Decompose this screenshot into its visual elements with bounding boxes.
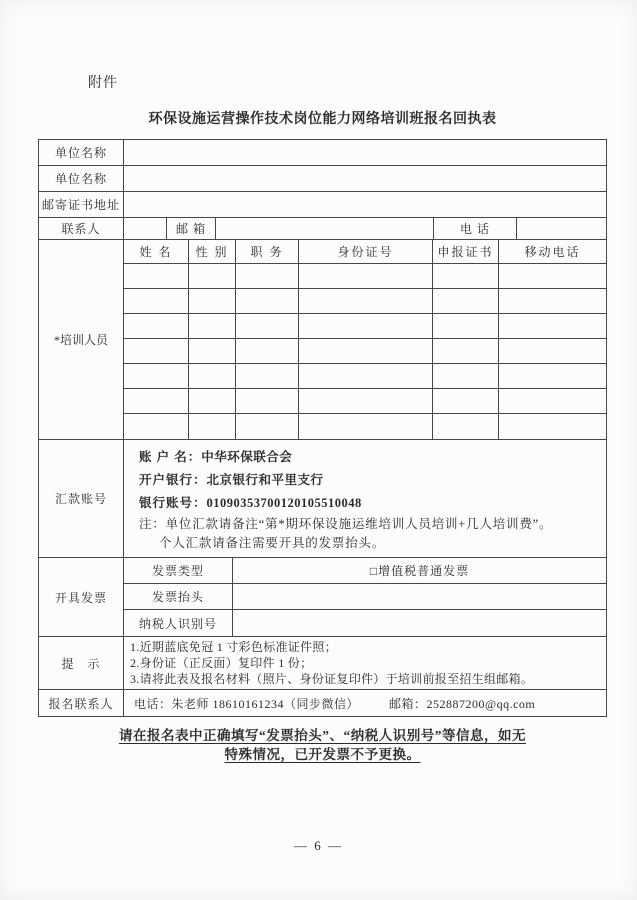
remittance-note-line2: 个人汇款请备注需要开具的发票抬头。 bbox=[159, 536, 386, 550]
col-header-id-number: 身份证号 bbox=[299, 240, 433, 263]
remittance-section bbox=[39, 440, 606, 558]
trainee-empty-cell bbox=[236, 339, 299, 363]
trainee-empty-cell bbox=[124, 339, 189, 363]
trainee-empty-cell bbox=[299, 314, 433, 338]
registration-contact-label: 报名联系人 bbox=[39, 690, 124, 716]
trainee-empty-row bbox=[124, 314, 606, 339]
trainee-empty-cell bbox=[189, 389, 236, 413]
trainee-empty-cell bbox=[499, 314, 606, 338]
taxpayer-id-value bbox=[233, 610, 606, 636]
remittance-content bbox=[124, 440, 606, 557]
trainee-empty-cell bbox=[499, 264, 606, 288]
trainee-empty-cell bbox=[236, 264, 299, 288]
trainee-empty-cell bbox=[433, 264, 499, 288]
invoice-title-value bbox=[233, 584, 606, 609]
trainee-empty-cell bbox=[236, 289, 299, 313]
trainee-empty-cell bbox=[124, 414, 189, 439]
registration-contact-phone: 电话：朱老师 18610161234（同步微信） bbox=[134, 696, 360, 711]
trainee-empty-cell bbox=[299, 339, 433, 363]
trainee-empty-cell bbox=[299, 364, 433, 388]
invoice-title-row bbox=[124, 584, 606, 610]
trainee-empty-cell bbox=[433, 339, 499, 363]
trainee-empty-row bbox=[124, 289, 606, 314]
trainee-empty-cell bbox=[124, 389, 189, 413]
trainee-empty-cell bbox=[499, 289, 606, 313]
trainees-label: *培训人员 bbox=[39, 240, 124, 439]
account-name-value: 中华环保联合会 bbox=[201, 450, 293, 464]
col-header-gender: 性 别 bbox=[189, 240, 236, 263]
col-header-mobile: 移动电话 bbox=[524, 245, 581, 259]
account-number-value: 01090353700120105510048 bbox=[206, 496, 362, 510]
taxpayer-id-row bbox=[124, 610, 606, 636]
registration-contact-content bbox=[124, 690, 606, 716]
col-header-name: 姓 名 bbox=[124, 240, 189, 263]
col-header-certificate: 申报证书 bbox=[433, 240, 499, 263]
unit-name-label-2: 单位名称 bbox=[39, 166, 124, 191]
trainee-empty-cell bbox=[433, 364, 499, 388]
trainee-empty-cell bbox=[124, 289, 189, 313]
invoice-title-label: 发票抬头 bbox=[124, 584, 233, 609]
contact-value bbox=[124, 218, 167, 239]
page-title: 环保设施运营操作技术岗位能力网络培训班报名回执表 bbox=[148, 112, 497, 127]
unit-name-value-2 bbox=[124, 166, 606, 191]
trainee-empty-cell bbox=[299, 264, 433, 288]
invoice-type-value: □增值税普通发票 bbox=[369, 564, 470, 578]
account-name-line bbox=[139, 446, 600, 469]
trainee-empty-cell bbox=[299, 389, 433, 413]
trainee-empty-cell bbox=[236, 364, 299, 388]
page-number: — 6 — bbox=[294, 838, 343, 853]
trainee-empty-cell bbox=[433, 414, 499, 439]
trainee-empty-row bbox=[124, 264, 606, 289]
trainee-empty-cell bbox=[433, 389, 499, 413]
phone-value bbox=[517, 218, 606, 239]
email-value bbox=[216, 218, 434, 239]
trainee-empty-cell bbox=[499, 389, 606, 413]
remittance-note-line1: 注：单位汇款请备注“第*期环保设施运维培训人员培训+几人培训费”。 bbox=[139, 517, 553, 531]
mailing-address-label: 邮寄证书地址 bbox=[39, 192, 124, 217]
trainee-empty-cell bbox=[124, 264, 189, 288]
unit-name-label: 单位名称 bbox=[39, 140, 124, 165]
registration-form-table bbox=[38, 139, 607, 717]
table-row-mailing-address bbox=[39, 192, 606, 218]
trainee-empty-row bbox=[124, 414, 606, 439]
trainee-empty-cell bbox=[189, 364, 236, 388]
trainee-empty-cell bbox=[433, 314, 499, 338]
trainee-empty-cell bbox=[189, 314, 236, 338]
trainee-empty-cell bbox=[499, 339, 606, 363]
trainees-grid bbox=[124, 240, 606, 439]
bank-line bbox=[139, 469, 600, 492]
invoice-section bbox=[39, 558, 606, 637]
tips-label: 提 示 bbox=[39, 637, 124, 689]
trainee-empty-cell bbox=[236, 389, 299, 413]
trainee-empty-cell bbox=[499, 364, 606, 388]
trainee-empty-cell bbox=[189, 414, 236, 439]
trainee-empty-cell bbox=[236, 414, 299, 439]
bank-label: 开户银行： bbox=[139, 473, 207, 487]
trainee-empty-cell bbox=[189, 264, 236, 288]
trainee-empty-cell bbox=[299, 414, 433, 439]
registration-contact-row bbox=[39, 690, 606, 716]
tips-section bbox=[39, 637, 606, 690]
trainee-empty-cell bbox=[433, 289, 499, 313]
footer-note bbox=[38, 726, 607, 764]
account-number-line bbox=[139, 492, 600, 515]
contact-label: 联系人 bbox=[39, 218, 124, 239]
account-number-label: 银行账号： bbox=[139, 496, 207, 510]
table-row-unit-name-2 bbox=[39, 166, 606, 192]
trainees-section bbox=[39, 240, 606, 440]
mailing-address-value bbox=[124, 192, 606, 217]
attachment-label: 附件 bbox=[88, 76, 118, 91]
tip-line-1: 1.近期蓝底免冠 1 寸彩色标准证件照； bbox=[130, 640, 338, 654]
phone-label: 电 话 bbox=[434, 218, 517, 239]
trainee-empty-row bbox=[124, 389, 606, 414]
trainee-empty-row bbox=[124, 364, 606, 389]
trainees-header-row bbox=[124, 240, 606, 264]
trainee-empty-cell bbox=[189, 289, 236, 313]
remittance-label: 汇款账号 bbox=[39, 440, 124, 557]
col-header-position: 职 务 bbox=[236, 240, 299, 263]
footer-note-line1: 请在报名表中正确填写“发票抬头”、“纳税人识别号”等信息，如无 bbox=[119, 728, 526, 743]
bank-value: 北京银行和平里支行 bbox=[206, 473, 324, 487]
trainee-empty-cell bbox=[124, 364, 189, 388]
table-row-unit-name-1 bbox=[39, 140, 606, 166]
invoice-subtable bbox=[124, 558, 606, 636]
footer-note-line2: 特殊情况，已开发票不予更换。 bbox=[224, 747, 421, 762]
invoice-label: 开具发票 bbox=[39, 558, 124, 636]
trainees-empty-rows bbox=[124, 264, 606, 439]
trainee-empty-cell bbox=[236, 314, 299, 338]
email-label: 邮 箱 bbox=[167, 218, 216, 239]
invoice-type-row bbox=[124, 558, 606, 584]
trainee-empty-cell bbox=[499, 414, 606, 439]
taxpayer-id-label: 纳税人识别号 bbox=[124, 610, 233, 636]
trainee-empty-row bbox=[124, 339, 606, 364]
account-name-label: 账 户 名： bbox=[139, 450, 202, 464]
registration-contact-email: 邮箱：252887200@qq.com bbox=[389, 696, 536, 711]
tips-content bbox=[124, 637, 606, 689]
tip-line-3: 3.请将此表及报名材料（照片、身份证复印件）于培训前报至招生组邮箱。 bbox=[130, 672, 534, 686]
trainee-empty-cell bbox=[124, 314, 189, 338]
trainee-empty-cell bbox=[189, 339, 236, 363]
table-row-contact bbox=[39, 218, 606, 240]
trainee-empty-cell bbox=[299, 289, 433, 313]
invoice-type-label: 发票类型 bbox=[124, 558, 233, 583]
tip-line-2: 2.身份证（正反面）复印件 1 份； bbox=[130, 656, 313, 670]
unit-name-value bbox=[124, 140, 606, 165]
